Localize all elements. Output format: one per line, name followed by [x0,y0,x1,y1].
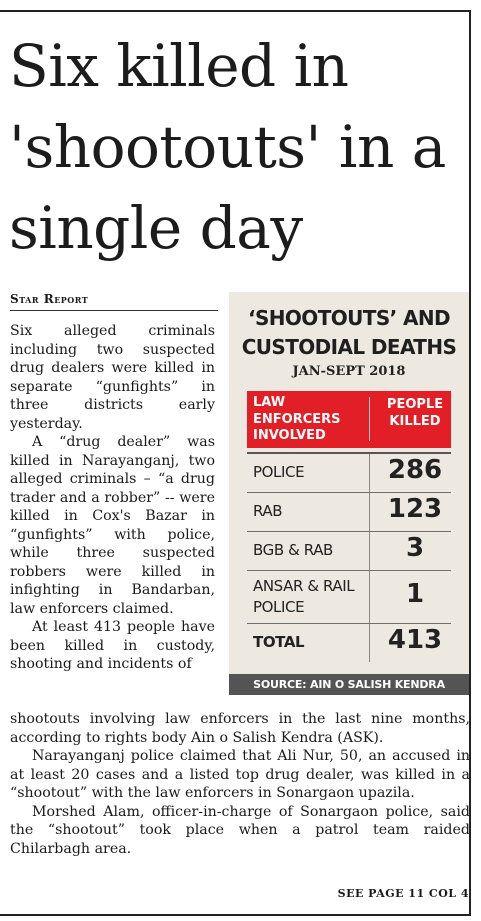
total-value: 413 [387,625,443,655]
table-row [247,452,451,493]
article-column [10,322,215,674]
paragraph: Morshed Alam, officer-in-charge of Sonargaon police, said the “shootout” took place when a patrol team raided Chilarbagh area. [10,803,470,857]
table-row [247,571,451,624]
header-law-enforcers: LAW ENFORCERS INVOLVED [253,395,341,443]
infobox-table [247,452,451,662]
byline-rule [10,310,218,311]
row-label: ANSAR & RAIL POLICE [253,577,355,616]
infobox-title [229,304,469,362]
infobox-subtitle: JAN-SEPT 2018 [292,364,406,379]
headline: Six killed in 'shootouts' in a single day [9,32,446,262]
column-divider [369,624,370,662]
byline: Star Report [10,292,89,306]
infobox-title-line: CUSTODIAL DEATHS [241,335,457,359]
paragraph: Narayanganj police claimed that Ali Nur, 50, an accused in at least 20 cases and a listed top drug dealer, was killed in a “shootout” with the law enforcers in Sonargaon upazila. [10,748,470,801]
total-label: TOTAL [253,633,305,651]
row-label: POLICE [253,463,305,481]
infobox-source: SOURCE: AIN O SALISH KENDRA [229,674,469,695]
row-label: BGB & RAB [253,541,333,559]
bottom-rule [0,914,471,916]
column-divider [369,493,370,531]
top-rule [0,10,469,12]
header-people-killed: PEOPLE KILLED [386,397,444,429]
table-row [247,532,451,571]
paragraph: Six alleged criminals including two suspected drug dealers were killed in separate “gunfights” in three districts early yesterday. [10,323,215,432]
article-full-width [10,710,470,858]
infobox-table-header [247,391,451,448]
column-divider [369,454,370,492]
row-value: 3 [405,533,425,563]
paragraph: shootouts involving law enforcers in the last nine months, according to rights body Ain o Salish Kendra (ASK). [10,711,470,746]
infobox [229,292,469,695]
column-divider [369,532,370,570]
paragraph: A “drug dealer” was killed in Narayanganj, two alleged criminals – “a drug trader and a robber” -- were killed in Cox's Bazar in “gunfights” with police, while three suspected robbers were killed in infighting in Bandarban, law enforcers claimed. [10,434,215,617]
row-value: 1 [405,579,425,609]
continuation-note: SEE PAGE 11 COL 4 [337,887,469,900]
row-value: 286 [387,455,443,485]
column-divider [369,571,370,623]
table-row [247,493,451,532]
paragraph: At least 413 people have been killed in custody, shooting and incidents of [10,619,215,672]
row-value: 123 [387,494,443,524]
header-divider [369,397,370,441]
infobox-title-line: ‘SHOOTOUTS’ AND [247,306,451,330]
table-row-total [247,624,451,662]
row-label: RAB [253,502,283,520]
